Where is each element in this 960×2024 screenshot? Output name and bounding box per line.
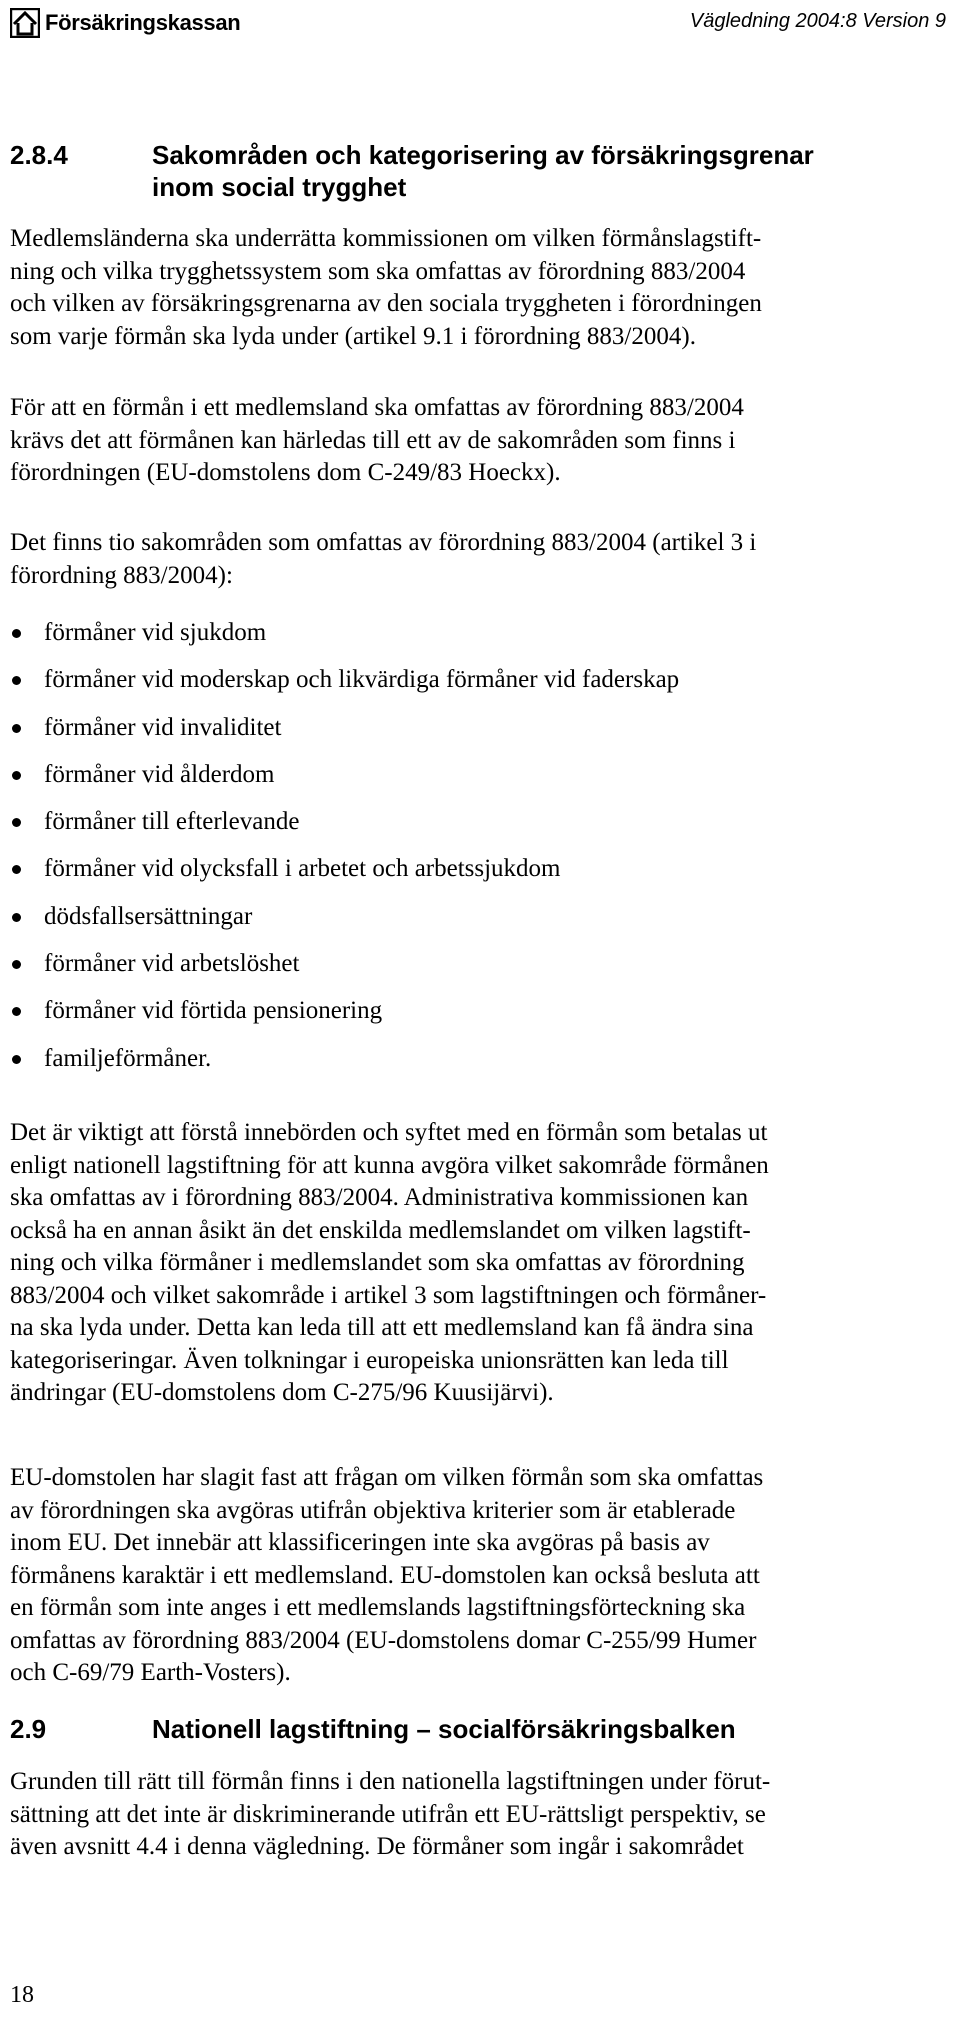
paragraph-purpose-of-benefit: Det är viktigt att förstå innebörden och syftet med en förmån som betalas ut enligt nationell lagstiftning för att kunna avgöra vilket sakområde förmånen ska omfattas av i förordning 883/2004. Administrativa kommissionen kan också ha en annan åsikt än det enskilda medlemslandet om vilken lagstift- ning och vilka förmåner i medlemslandet som ska omfattas av förordning 883/2004 och vilket sakområde i artikel 3 som lagstiftningen och förmåner- na ska lyda under. Detta kan leda till att ett medlemsland kan få ändra sina kategoriseringar. Även tolkningar i europeiska unionsrätten kan leda till ändringar (EU-domstolens dom C-275/96 Kuusijärvi). — [10, 1119, 769, 1406]
paragraph-national-legislation: Grunden till rätt till förmån finns i den nationella lagstiftningen under förut- sättning att det inte är diskriminerande utifrån ett EU-rättsligt perspektiv, se även avsnitt 4.4 i denna vägledning. De förmåner som ingår i sakområdet — [10, 1768, 771, 1860]
bullet-icon — [12, 629, 21, 638]
document-id: Vägledning 2004:8 Version 9 — [689, 10, 946, 32]
paragraph-ten-areas: Det finns tio sakområden som omfattas av förordning 883/2004 (artikel 3 i förordning 883/2004): — [10, 529, 757, 589]
bullet-icon — [12, 1007, 21, 1016]
brand-logo — [10, 6, 240, 40]
bullet-icon — [12, 818, 21, 827]
section-title: Nationell lagstiftning – socialförsäkringsbalken — [152, 1714, 736, 1744]
bullet-icon — [12, 771, 21, 780]
list-item: förmåner vid arbetslöshet — [10, 948, 930, 995]
section-title: Sakområden och kategorisering av försäkringsgrenar inom social trygghet — [152, 140, 814, 202]
list-item: förmåner vid invaliditet — [10, 712, 930, 759]
bullet-icon — [12, 1055, 21, 1064]
house-logo-icon — [10, 8, 40, 38]
section-number: 2.9 — [10, 1714, 47, 1744]
list-item: förmåner vid moderskap och likvärdiga förmåner vid faderskap — [10, 664, 930, 711]
page-header — [0, 0, 960, 44]
page-number: 18 — [10, 1982, 34, 2008]
list-item: förmåner vid sjukdom — [10, 617, 930, 664]
list-item: dödsfallsersättningar — [10, 901, 930, 948]
list-item: förmåner vid förtida pensionering — [10, 995, 930, 1042]
list-item: förmåner vid ålderdom — [10, 759, 930, 806]
paragraph-reporting-obligation: Medlemsländerna ska underrätta kommissionen om vilken förmånslagstift- ning och vilka trygghetssystem som ska omfattas av förordning 883/2004 och vilken av försäkringsgrenarna av den sociala tryggheten i förordningen som varje förmån ska lyda under (artikel 9.1 i förordning 883/2004). — [10, 225, 762, 350]
section-number: 2.8.4 — [10, 140, 68, 170]
bullet-icon — [12, 913, 21, 922]
bullet-icon — [12, 676, 21, 685]
list-item: förmåner vid olycksfall i arbetet och arbetssjukdom — [10, 853, 930, 900]
bullet-icon — [12, 865, 21, 874]
list-item: familjeförmåner. — [10, 1043, 930, 1090]
paragraph-benefit-derivation: För att en förmån i ett medlemsland ska omfattas av förordning 883/2004 krävs det att förmånen kan härledas till ett av de sakområden som finns i förordningen (EU-domstolens dom C-249/83 Hoeckx). — [10, 394, 744, 486]
paragraph-eu-court-criteria: EU-domstolen har slagit fast att frågan om vilken förmån som ska omfattas av förordningen ska avgöras utifrån objektiva kriterier som är etablerade inom EU. Det innebär att klassificeringen inte ska avgöras på basis av förmånens karaktär i ett medlemsland. EU-domstolen kan också besluta att en förmån som inte anges i ett medlemslands lagstiftningsförteckning ska omfattas av förordning 883/2004 (EU-domstolens domar C-255/99 Humer och C-69/79 Earth-Vosters). — [10, 1464, 764, 1686]
bullet-icon — [12, 724, 21, 733]
bullet-icon — [12, 960, 21, 969]
logo-text: Försäkringskassan — [45, 10, 241, 35]
benefit-areas-list — [10, 617, 930, 1090]
list-item: förmåner till efterlevande — [10, 806, 930, 853]
